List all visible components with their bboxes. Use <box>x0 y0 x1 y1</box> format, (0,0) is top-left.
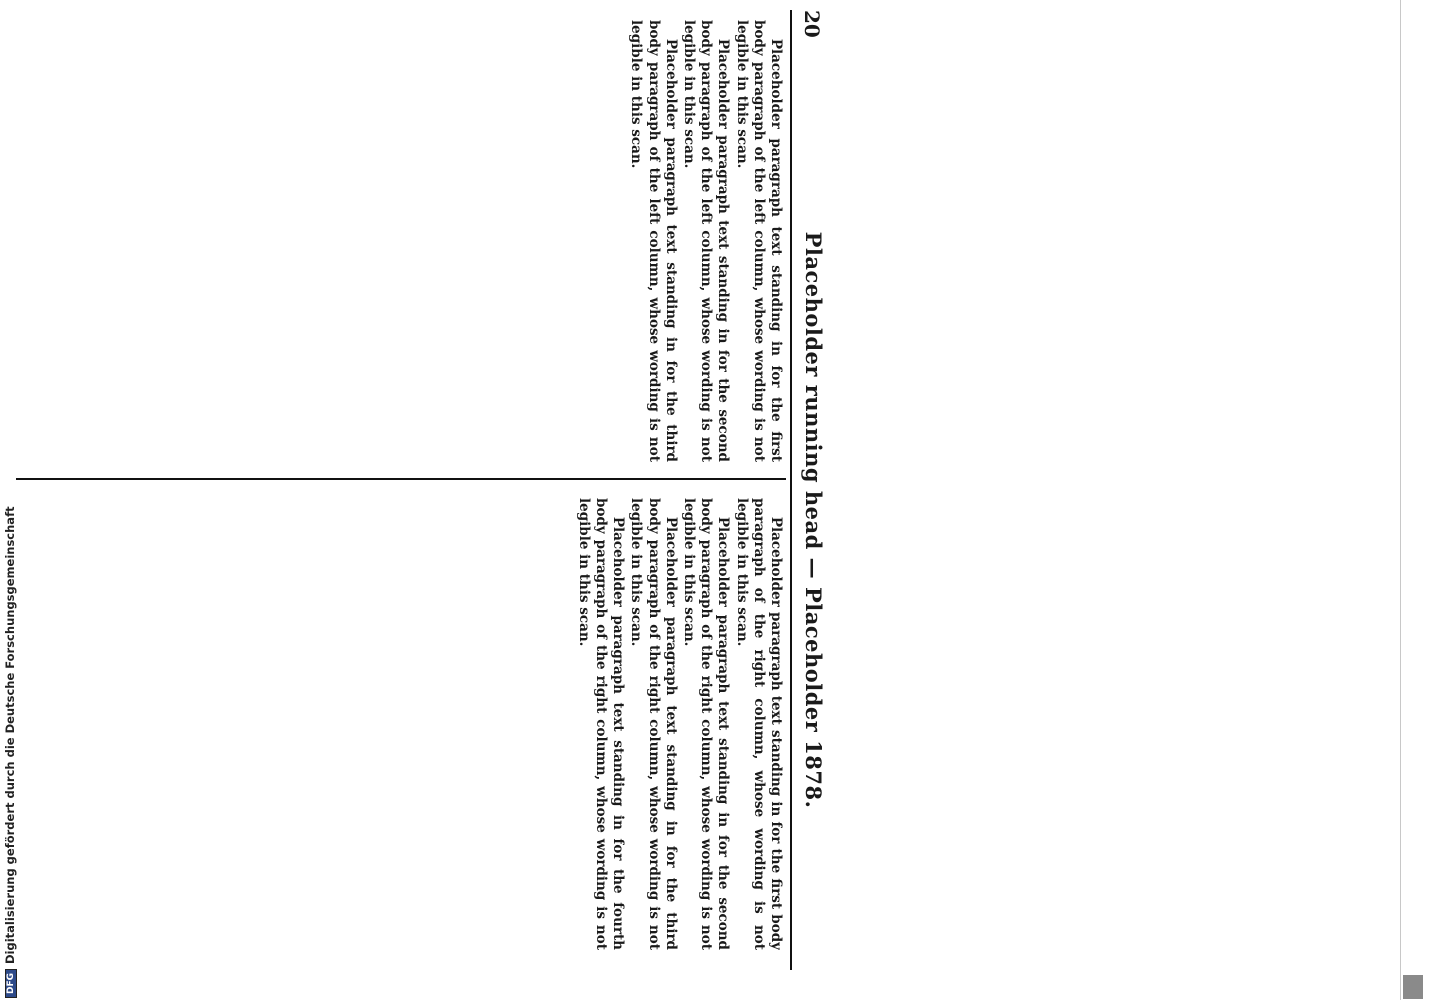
paragraph: Placeholder paragraph text standing in for the first body paragraph of the left column, whose wording is not legible in this scan. <box>733 20 784 462</box>
running-head: Placeholder running head — Placeholder 1878. <box>801 231 826 809</box>
digitization-note: Digitalisierung gefördert durch die Deutsche Forschungsgemeinschaft <box>3 506 17 964</box>
dfg-logo: DFG <box>5 969 17 998</box>
paragraph: Placeholder paragraph text standing in for the fourth body paragraph of the right column, whose wording is not legible in this scan. <box>575 498 627 950</box>
paragraph: Placeholder paragraph text standing in for the third body paragraph of the left column, whose wording is not legible in this scan. <box>628 20 679 462</box>
page-number: 20 <box>800 10 824 38</box>
text-column-right <box>20 498 784 950</box>
header-rule <box>790 10 792 970</box>
column-divider <box>16 478 786 480</box>
text-column-left <box>20 20 784 462</box>
paragraph: Placeholder paragraph text standing in for the first body paragraph of the right column, whose wording is not legible in this scan. <box>733 498 784 950</box>
paragraph: Placeholder paragraph text standing in for the second body paragraph of the left column, whose wording is not legible in this scan. <box>680 20 732 462</box>
paragraph: Placeholder paragraph text standing in for the second body paragraph of the right column, whose wording is not legible in this scan. <box>680 498 732 950</box>
digitization-footer <box>3 506 21 998</box>
paragraph: Placeholder paragraph text standing in for the third body paragraph of the right column, whose wording is not legible in this scan. <box>628 498 679 950</box>
